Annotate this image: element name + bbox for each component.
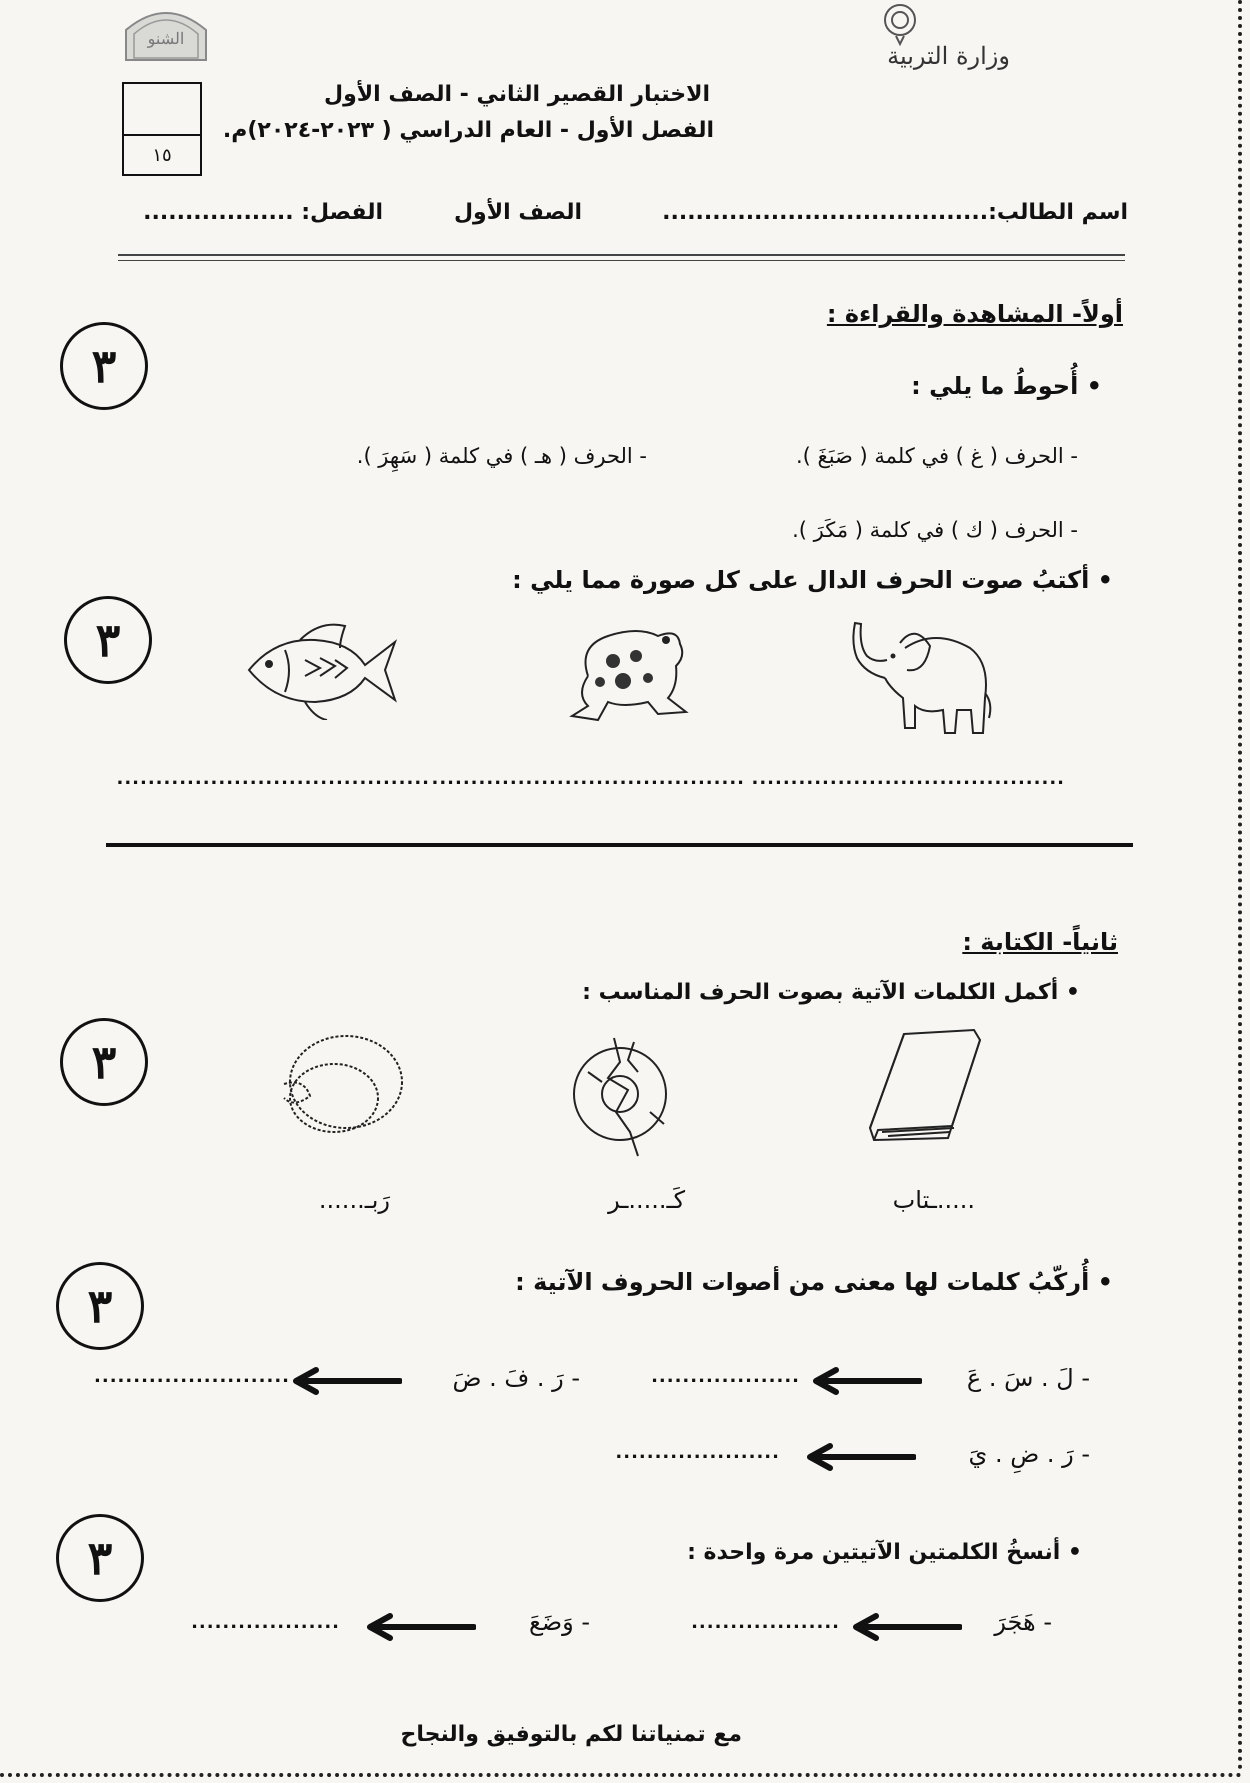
q2-blank-fish[interactable]: ........................................ <box>116 768 430 789</box>
q3-mark: ٣ <box>60 1018 148 1106</box>
section2-title: ثانياً- الكتابة : <box>962 928 1118 956</box>
school-logo <box>120 0 212 66</box>
arrow-left-icon <box>292 1366 402 1400</box>
frog-picture <box>568 616 696 728</box>
header-divider <box>118 254 1125 261</box>
svg-text:الشنو: الشنو <box>147 29 185 48</box>
score-field <box>124 84 200 136</box>
student-name-field[interactable]: اسم الطالب:....................................... <box>662 200 1128 225</box>
q4-row1-letters: - لَ . سَ . عَ <box>966 1364 1090 1392</box>
q5-word-hajara: - هَجَرَ <box>994 1608 1052 1636</box>
q1-item-h: - الحرف ( هـ ) في كلمة ( سَهِرَ ). <box>356 444 647 468</box>
q4-row1-left-letters: - رَ . فَ . ضَ <box>452 1364 580 1392</box>
arrow-left-icon <box>852 1612 962 1646</box>
broken-plate-picture <box>568 1032 676 1160</box>
q1-prompt: • أُحوطُ ما يلي : <box>911 372 1102 400</box>
fish-picture <box>245 620 405 720</box>
q1-mark: ٣ <box>60 322 148 410</box>
q4-row1-left-blank[interactable]: ......................... <box>94 1366 290 1387</box>
page-border-bottom <box>0 1773 1242 1777</box>
arrow-left-icon <box>366 1612 476 1646</box>
score-total: ١٥ <box>152 145 172 166</box>
term-line: الفصل الأول - العام الدراسي ( ٢٠٢٣-٢٠٢٤)م. <box>222 118 714 143</box>
q1-item-k: - الحرف ( ك ) في كلمة ( مَكَرَ ). <box>792 518 1078 542</box>
q4-mark: ٣ <box>56 1262 144 1350</box>
book-picture <box>868 1028 986 1148</box>
q3-word-rope[interactable]: رَبـ...... <box>318 1186 390 1214</box>
exam-title: الاختبار القصير الثاني - الصف الأول <box>324 82 710 107</box>
q4-row1-right-blank[interactable]: ................... <box>651 1366 800 1387</box>
arrow-left-icon <box>806 1442 916 1476</box>
q5-word-wadaa: - وَضَعَ <box>528 1608 590 1636</box>
q4-row2-letters: - رَ . ضِ . يَ <box>968 1440 1090 1468</box>
q2-blank-elephant[interactable]: ........................................ <box>751 768 1065 789</box>
q5-prompt: • أنسخُ الكلمتين الآتيتين مرة واحدة : <box>687 1540 1082 1565</box>
section-divider <box>106 843 1133 847</box>
q4-row2-blank[interactable]: ..................... <box>615 1442 780 1463</box>
q2-mark: ٣ <box>64 596 152 684</box>
q4-prompt: • أُركّبُ كلمات لها معنى من أصوات الحروف الآتية : <box>515 1268 1113 1296</box>
section1-title: أولاً- المشاهدة والقراءة : <box>826 300 1123 328</box>
q5-mark: ٣ <box>56 1514 144 1602</box>
q5-hajara-blank[interactable]: ................... <box>691 1612 840 1633</box>
q3-word-plate[interactable]: كَـ.....ـر <box>608 1186 685 1214</box>
rope-picture <box>274 1028 410 1148</box>
q2-blank-frog[interactable]: ........................................ <box>431 768 745 789</box>
q2-prompt: • أكتبُ صوت الحرف الدال على كل صورة مما يلي : <box>512 566 1113 594</box>
arrow-left-icon <box>812 1366 922 1400</box>
score-box <box>122 82 202 176</box>
class-field[interactable]: الفصل: .................. <box>143 200 383 225</box>
elephant-picture <box>845 618 995 740</box>
q3-prompt: • أكمل الكلمات الآتية بصوت الحرف المناسب : <box>582 980 1080 1005</box>
ministry-name: وزارة التربية <box>887 42 1010 70</box>
closing-message: مع تمنياتنا لكم بالتوفيق والنجاح <box>400 1722 742 1747</box>
grade-label: الصف الأول <box>453 200 582 225</box>
q5-wadaa-blank[interactable]: ................... <box>191 1612 340 1633</box>
q1-item-gh: - الحرف ( غ ) في كلمة ( صَبَغَ ). <box>795 444 1078 468</box>
q3-word-book[interactable]: .....ـتاب <box>892 1186 975 1214</box>
page-border-right <box>1238 0 1242 1771</box>
